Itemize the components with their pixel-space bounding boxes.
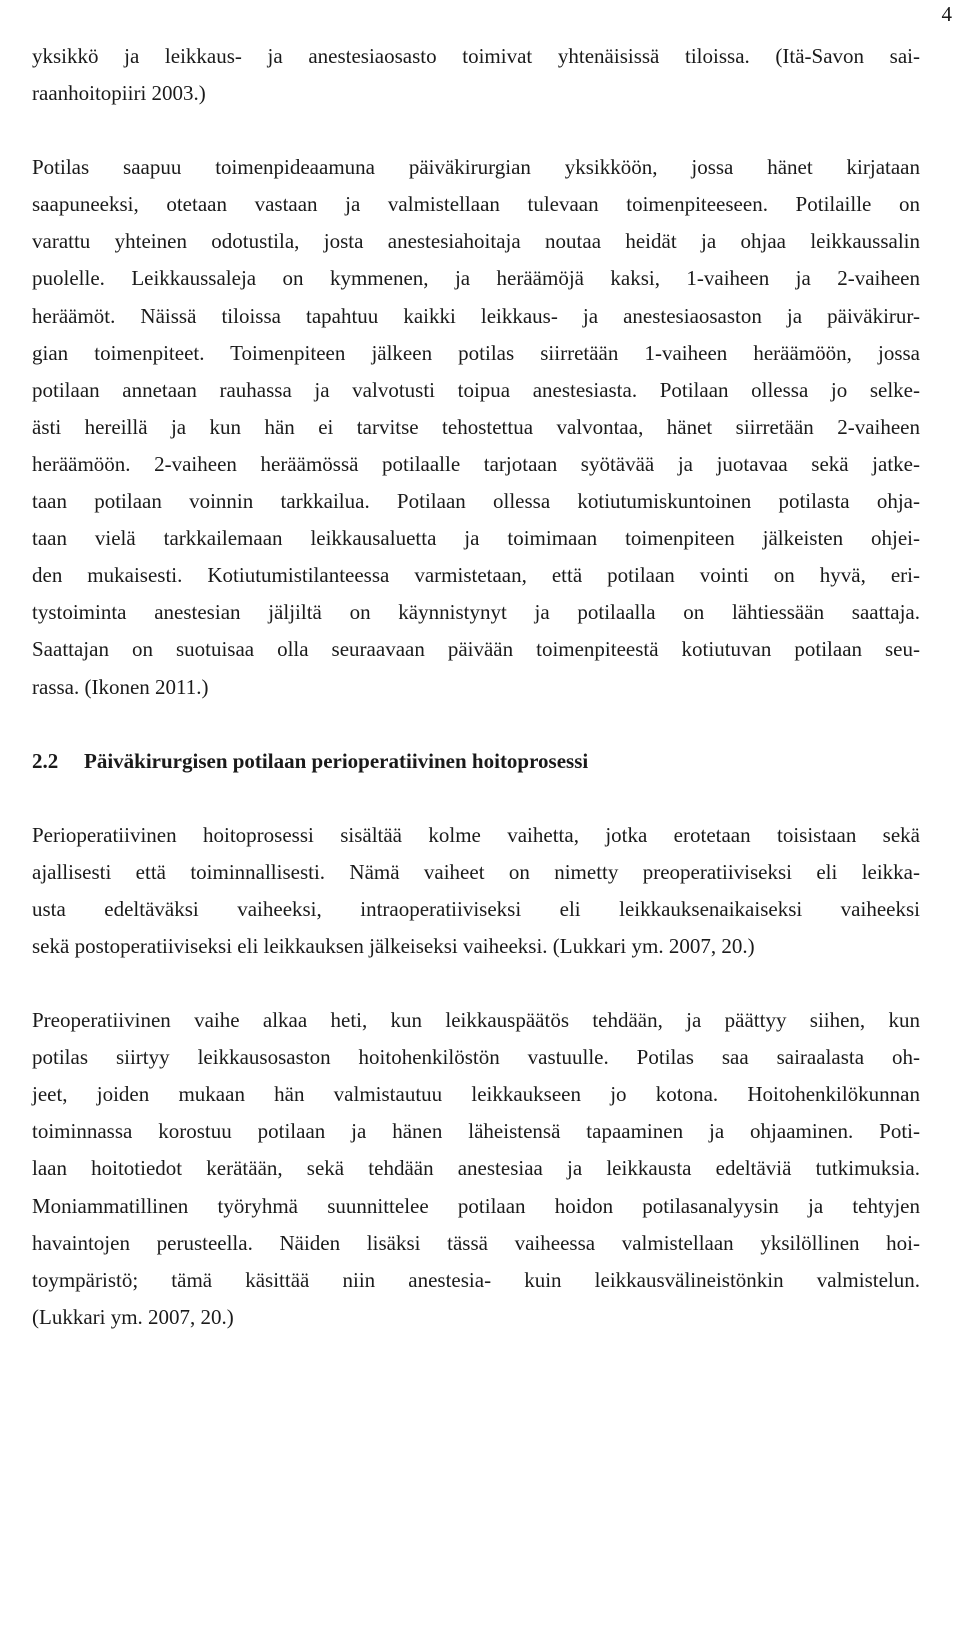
paragraph-gap (32, 112, 920, 149)
paragraph-gap (32, 706, 920, 743)
text-line: toiminnassa korostuu potilaan ja hänen läheistensä tapaaminen ja ohjaaminen. Poti- (32, 1119, 920, 1144)
text-line: gian toimenpiteet. Toimenpiteen jälkeen potilas siirretään 1-vaiheen heräämöön, jossa (32, 340, 920, 365)
text-line: yksikkö ja leikkaus- ja anestesiaosasto toimivat yhtenäisissä tiloissa. (Itä-Savon sai- (32, 44, 920, 68)
text-line: ästi hereillä ja kun hän ei tarvitse tehostettua valvontaa, hänet siirretään 2-vaiheen (32, 414, 920, 439)
text-line: Moniammatillinen työryhmä suunnittelee potilaan hoidon potilasanalyysin ja tehtyjen (32, 1193, 920, 1218)
text-line: Potilas saapuu toimenpideaamuna päiväkirurgian yksikköön, jossa hänet kirjataan (32, 155, 920, 180)
text-line: sekä postoperatiiviseksi eli leikkauksen jälkeiseksi vaiheeksi. (Lukkari ym. 2007, 20.) (32, 933, 755, 958)
text-line: laan hoitotiedot kerätään, sekä tehdään anestesiaa ja leikkausta edeltäviä tutkimuksia. (32, 1156, 920, 1181)
text-line: saapuneeksi, otetaan vastaan ja valmistellaan tulevaan toimenpiteeseen. Potilaille on (32, 192, 920, 217)
page-content (32, 38, 920, 1336)
text-line: heräämöt. Näissä tiloissa tapahtuu kaikki leikkaus- ja anestesiaosaston ja päiväkirur- (32, 303, 920, 328)
section-title: Päiväkirurgisen potilaan perioperatiivinen hoitoprosessi (84, 748, 589, 773)
text-line: tystoiminta anestesian jäljiltä on käynnistynyt ja potilaalla on lähtiessään saattaja. (32, 600, 920, 625)
text-line: taan potilaan voinnin tarkkailua. Potilaan ollessa kotiutumiskuntoinen potilasta ohja- (32, 489, 920, 514)
paragraph-perioperative-phases (32, 817, 920, 965)
text-line: den mukaisesti. Kotiutumistilanteessa varmistetaan, että potilaan vointi on hyvä, eri- (32, 563, 920, 588)
section-number: 2.2 (32, 748, 59, 773)
text-line: Saattajan on suotuisaa olla seuraavaan päivään toimenpiteestä kotiutuvan potilaan seu- (32, 637, 920, 662)
text-line: Perioperatiivinen hoitoprosessi sisältää kolme vaihetta, jotka erotetaan toisistaan sekä (32, 822, 920, 847)
text-line: taan vielä tarkkailemaan leikkausaluetta ja toimimaan toimenpiteen jälkeisten ohjei- (32, 526, 920, 551)
text-line: raanhoitopiiri 2003.) (32, 81, 206, 106)
text-line: heräämöön. 2-vaiheen heräämössä potilaalle tarjotaan syötävää ja juotavaa sekä jatke- (32, 451, 920, 476)
paragraph-preoperative-phase (32, 1002, 920, 1336)
text-line: ajallisesti että toiminnallisesti. Nämä vaiheet on nimetty preoperatiiviseksi eli leikka- (32, 859, 920, 884)
paragraph-day-surgery-flow (32, 149, 920, 705)
text-line: havaintojen perusteella. Näiden lisäksi tässä vaiheessa valmistellaan yksilöllinen hoi- (32, 1230, 920, 1255)
text-line: (Lukkari ym. 2007, 20.) (32, 1304, 234, 1329)
section-heading (32, 743, 920, 780)
paragraph-gap (32, 780, 920, 817)
intro-paragraph (32, 38, 920, 112)
text-line: varattu yhteinen odotustila, josta anestesiahoitaja noutaa heidät ja ohjaa leikkaussalin (32, 229, 920, 254)
text-line: toympäristö; tämä käsittää niin anestesia- kuin leikkausvälineistönkin valmistelun. (32, 1267, 920, 1292)
text-line: usta edeltäväksi vaiheeksi, intraoperatiiviseksi eli leikkauksenaikaiseksi vaiheeksi (32, 896, 920, 921)
text-line: puolelle. Leikkaussaleja on kymmenen, ja heräämöjä kaksi, 1-vaiheen ja 2-vaiheen (32, 266, 920, 291)
page-number: 4 (941, 2, 952, 26)
text-line: jeet, joiden mukaan hän valmistautuu leikkaukseen jo kotona. Hoitohenkilökunnan (32, 1082, 920, 1107)
text-line: rassa. (Ikonen 2011.) (32, 674, 209, 699)
text-line: Preoperatiivinen vaihe alkaa heti, kun leikkauspäätös tehdään, ja päättyy siihen, kun (32, 1008, 920, 1033)
text-line: potilas siirtyy leikkausosaston hoitohenkilöstön vastuulle. Potilas saa sairaalasta oh- (32, 1045, 920, 1070)
text-line: potilaan annetaan rauhassa ja valvotusti toipua anestesiasta. Potilaan ollessa jo selke- (32, 377, 920, 402)
paragraph-gap (32, 965, 920, 1002)
